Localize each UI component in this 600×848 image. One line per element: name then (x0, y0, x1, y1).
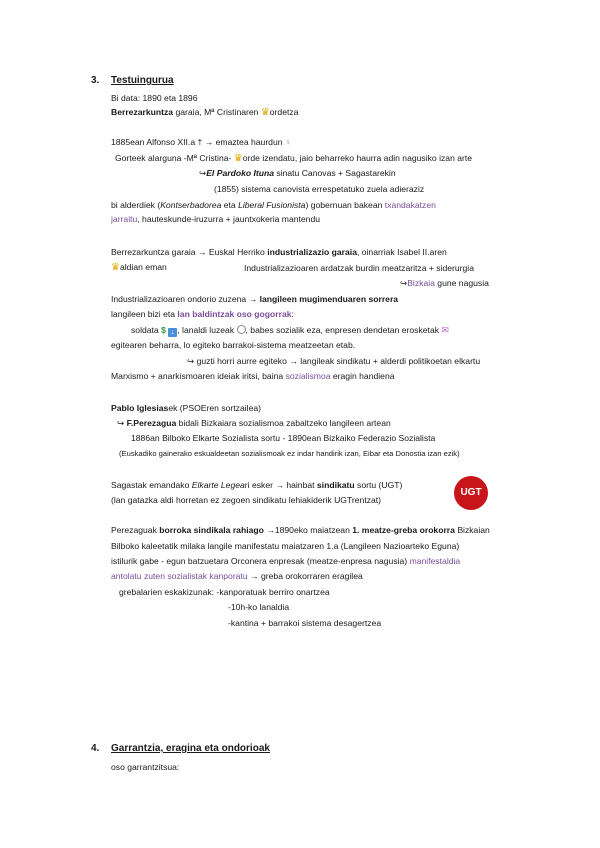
pardo-pact-line: ↪El Pardoko Ituna sinatu Canovas + Sagastarekin (199, 168, 396, 178)
crown-icon: ♛ (233, 153, 243, 164)
ugt-note-line: (lan gatazka aldi horretan ez zegoen sindikatu lehiakiderik UGTrentzat) (111, 495, 382, 505)
parties-line-2: jarraitu, hauteskunde-iruzurra + jauntxokeria mantendu (111, 214, 321, 224)
conditions-list-line-2: egitearen beharra, lo egiteko barrakoi-sistema meatzeetan etab. (111, 340, 356, 350)
industrialization-axes: Industrializazioaren ardatzak burdin meatzaritza + siderurgia (244, 263, 475, 273)
section-4-number: 4. (91, 743, 100, 754)
crown-icon: ♛ (260, 107, 270, 118)
bilbao-society-line: 1886an Bilboko Elkarte Sozialista sortu - 1890ean Bizkaiko Federazio Sozialista (131, 433, 436, 443)
importance-line: oso garrantzitsua: (111, 762, 180, 772)
dates-line: Bi data: 1890 eta 1896 (111, 93, 198, 103)
section-4-title: Garrantzia, eragina eta ondorioak (111, 743, 270, 754)
association-law-line: Sagastak emandako Elkarte Legeari esker → hainbat sindikatu sortu (UGT) (111, 480, 403, 490)
perezagua-line: ↪ F.Perezagua bidali Bizkaiara sozialismoa zabaltzeko langileen artean (117, 418, 391, 428)
down-arrow-icon: ↓ (168, 328, 177, 337)
iglesias-line: Pablo Iglesiasek (PSOEren sortzailea) (111, 403, 261, 413)
section-3-number: 3. (91, 75, 100, 86)
workers-movement-line: Industrializazioaren ondorio zuzena → langileen mugimenduaren sorrera (111, 294, 399, 304)
strike-line: Perezaguak borroka sindikala rahiago →1890eko maiatzean 1. meatze-greba orokorra Bizkaian (111, 525, 490, 535)
crown-icon: ♛ (111, 262, 120, 273)
dollar-icon: $ (161, 325, 166, 335)
organize-line: ↪ guzti horri aurre egiteko → langileak sindikatu + alderdi politikoetan elkartu (187, 356, 481, 366)
canovista-line: (1855) sistema canovista errespetatuko zuela adieraziz (214, 184, 425, 194)
section-3-title: Testuingurua (111, 75, 174, 86)
strike-line-3: istilurik gabe - egun batzuetara Orconera enpresak (meatze-enpresa nagusia) manifestaldia (111, 556, 461, 566)
bizkaia-line: ↪Bizkaia gune nagusia (400, 278, 489, 288)
demand-2: -10h-ko lanaldia (228, 602, 290, 612)
strike-line-2: Bilboko kaleetatik milaka langile manifestatu maiatzaren 1.a (Langileen Nazioarteko Eguna) (111, 541, 460, 551)
industrialization-line: Berrezarkuntza garaia → Euskal Herriko industrializazio garaia, oinarriak Isabel II.aren (111, 247, 447, 257)
alfonso-line: 1885ean Alfonso XII.a † → emaztea haurdun ♀ (111, 137, 292, 147)
conditions-line: langileen bizi eta lan baldintzak oso gogorrak: (111, 309, 294, 319)
strike-line-4: antolatu zuten sozialistak kanporatu → greba orokorraren eragilea (111, 571, 363, 581)
industrialization-line-2: ♛aldian eman (111, 262, 167, 273)
ugt-logo: UGT (454, 476, 488, 510)
ideologies-line: Marxismo + anarkismoaren ideiak iritsi, baina sozialismoa eragin handiena (111, 371, 395, 381)
regency-line: Berrezarkuntza garaia, Mª Cristinaren ♛ordetza (111, 107, 299, 118)
parties-line: bi alderdiek (Kontserbadorea eta Liberal Fusionista) gobernuan bakean txandakatzen (111, 200, 436, 210)
clock-icon (237, 325, 246, 334)
socialism-note-line: (Euskadiko gainerako eskualdeetan sozialismoak ez indar handirik izan, Eibar eta Donostia izan ezik) (119, 449, 460, 458)
pregnant-woman-icon: ♀ (284, 137, 292, 147)
shopping-cart-icon: ✉ (441, 325, 449, 335)
demands-line: grebalarien eskakizunak: -kanporatuak berriro onartzea (119, 587, 330, 597)
demand-3: -kantina + barrakoi sistema desagertzea (228, 618, 382, 628)
conditions-list-line: soldata $ ↓ , lanaldi luzeak , babes sozialik eza, enpresen dendetan erosketak ✉ (131, 325, 449, 336)
regent-line: Gorteek alarguna -Mª Cristina- ♛orde izendatu, jaio beharreko haurra adin nagusiko izan arte (115, 153, 473, 164)
